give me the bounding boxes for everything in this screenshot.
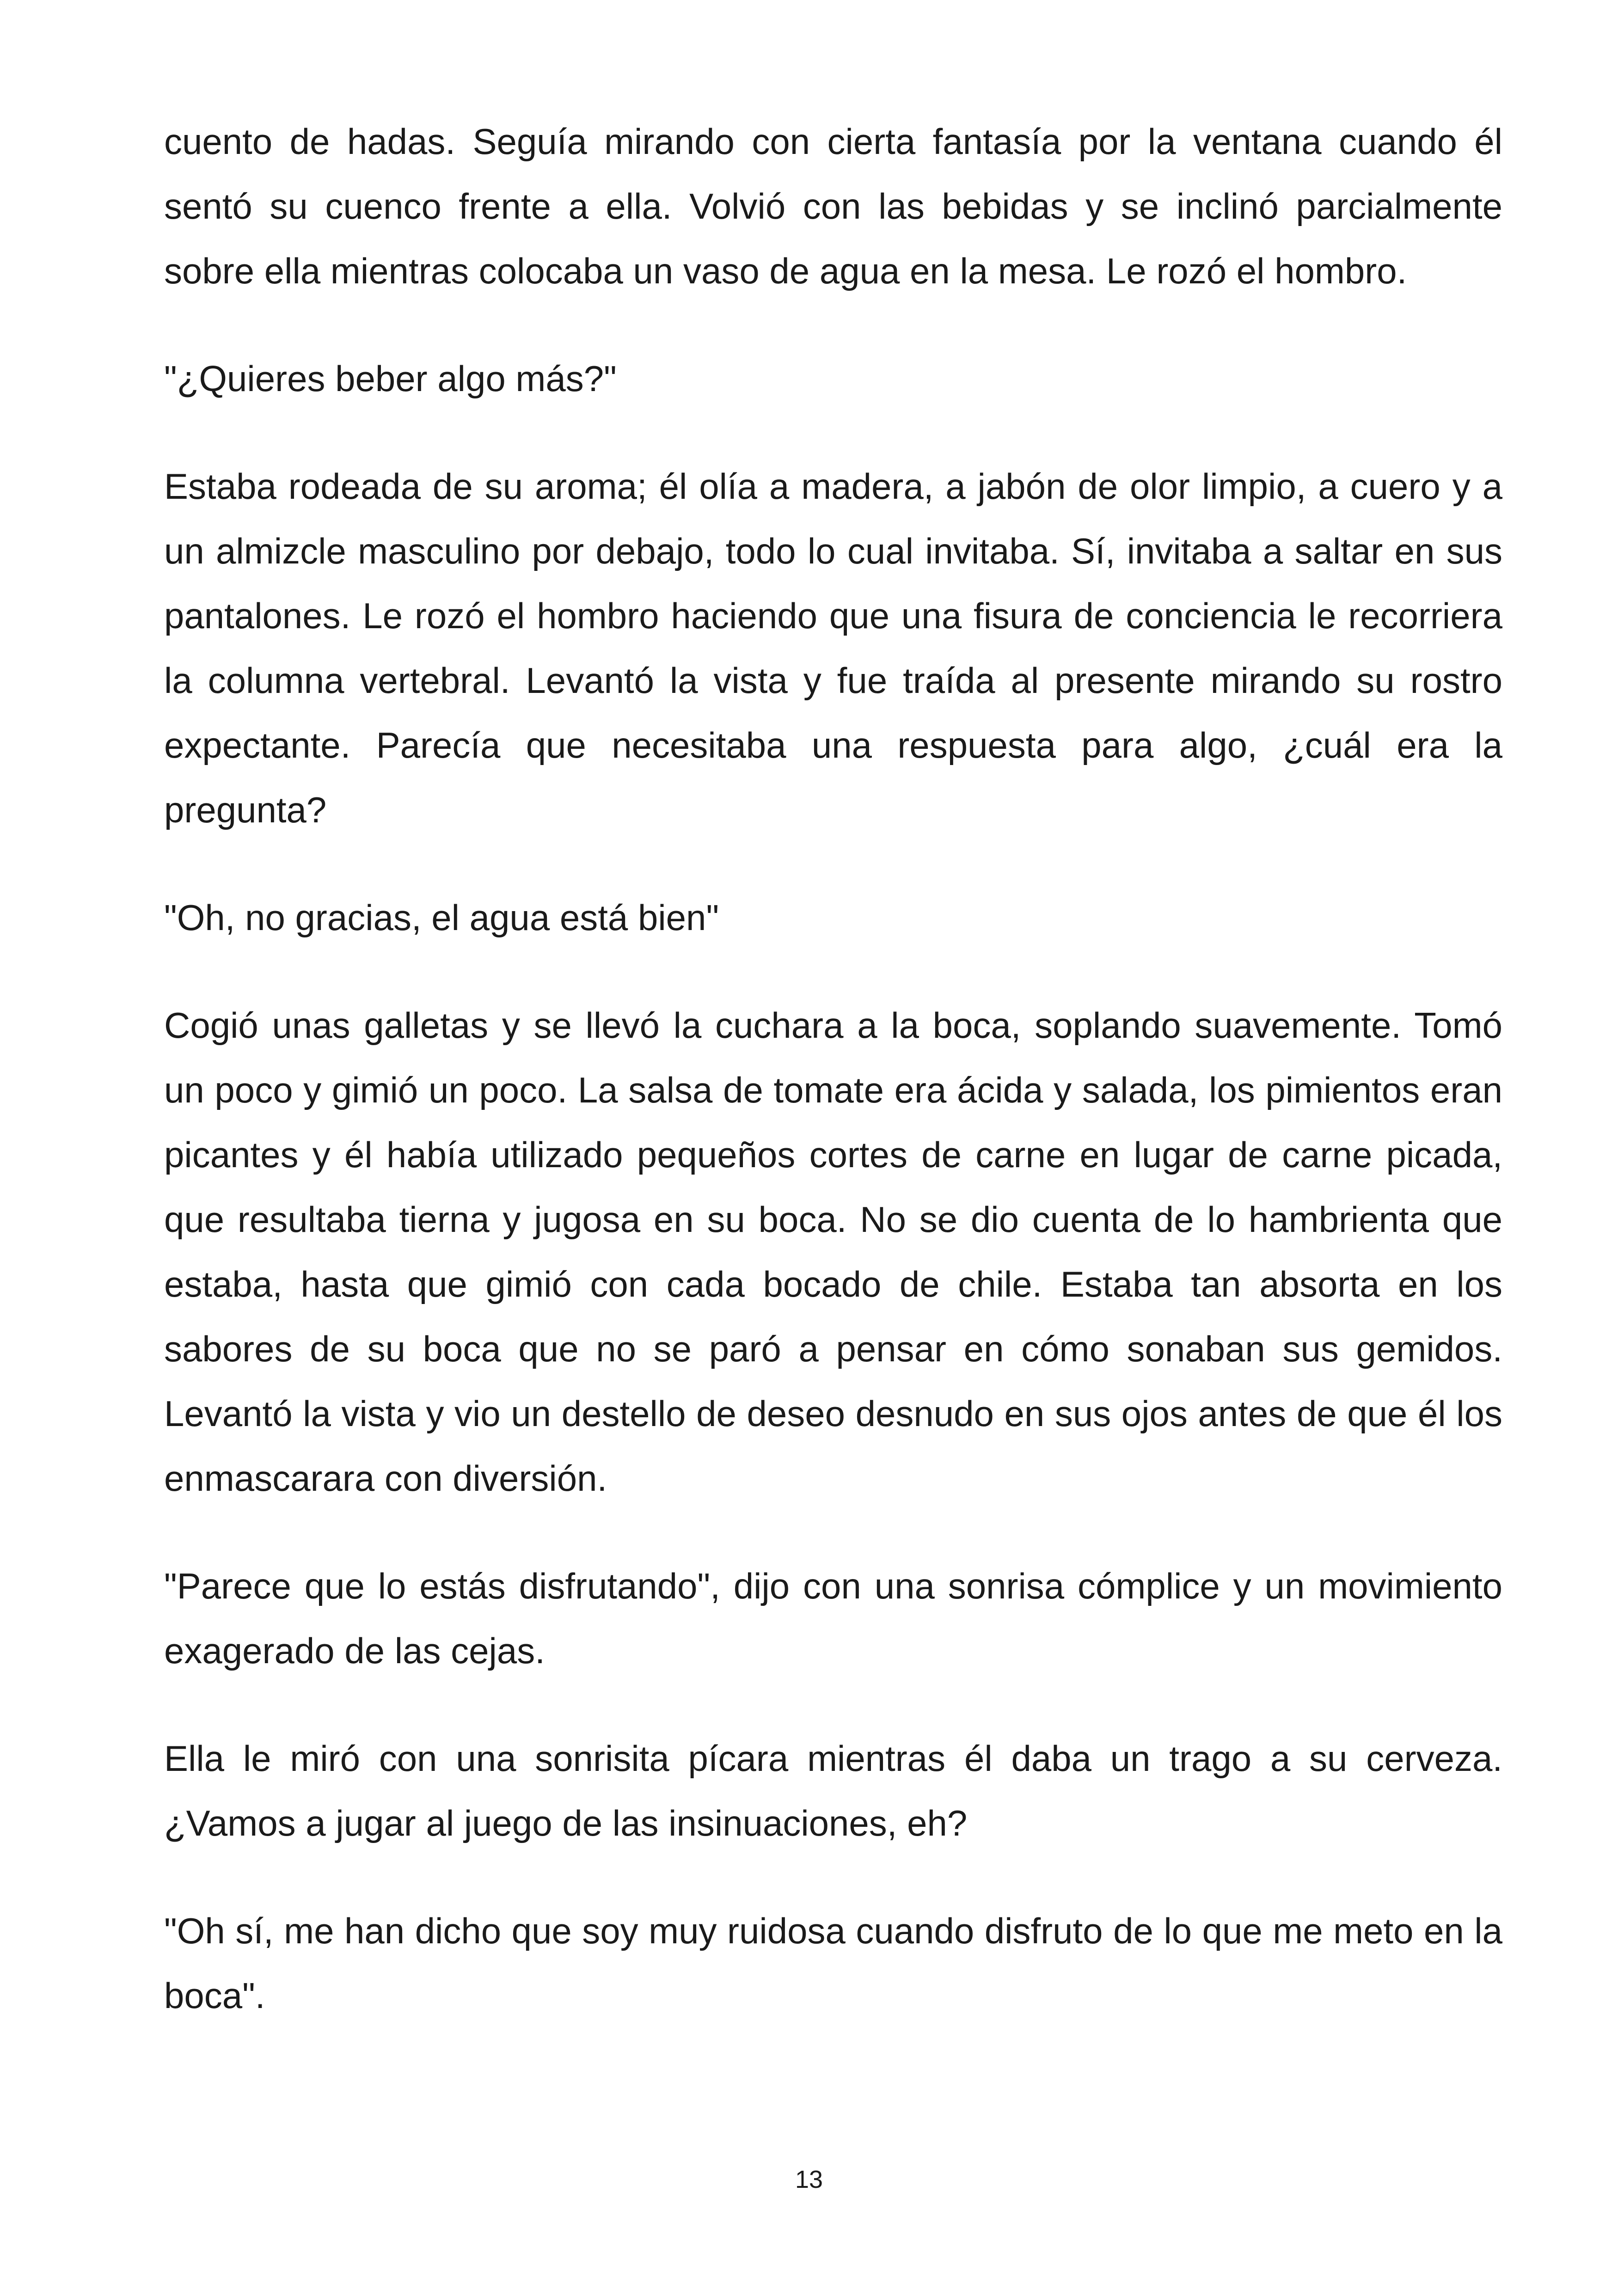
paragraph: cuento de hadas. Seguía mirando con cierta fantasía por la ventana cuando él sentó su cuenco frente a ella. Volvió con las bebidas y se inclinó parcialmente sobre ella mientras colocaba un vaso de agua en la mesa. Le rozó el hombro.	[164, 121, 1502, 291]
dialogue-paragraph: "Parece que lo estás disfrutando", dijo con una sonrisa cómplice y un movimiento exagerado de las cejas.	[164, 1566, 1502, 1671]
paragraph: Estaba rodeada de su aroma; él olía a madera, a jabón de olor limpio, a cuero y a un almizcle masculino por debajo, todo lo cual invitaba. Sí, invitaba a saltar en sus pantalones. Le rozó el hombro haciendo que una fisura de conciencia le recorriera la columna vertebral. Levantó la vista y fue traída al presente mirando su rostro expectante. Parecía que necesitaba una respuesta para algo, ¿cuál era la pregunta?	[164, 466, 1502, 830]
dialogue-paragraph: "¿Quieres beber algo más?"	[164, 358, 617, 399]
paragraph: Cogió unas galletas y se llevó la cuchara a la boca, soplando suavemente. Tomó un poco y gimió un poco. La salsa de tomate era ácida y salada, los pimientos eran picantes y él había utilizado pequeños cortes de carne en lugar de carne picada, que resultaba tierna y jugosa en su boca. No se dio cuenta de lo hambrienta que estaba, hasta que gimió con cada bocado de chile. Estaba tan absorta en los sabores de su boca que no se paró a pensar en cómo sonaban sus gemidos. Levantó la vista y vio un destello de deseo desnudo en sus ojos antes de que él los enmascarara con diversión.	[164, 1005, 1502, 1499]
dialogue-paragraph: "Oh, no gracias, el agua está bien"	[164, 897, 719, 938]
page-number: 13	[795, 2166, 823, 2193]
body-text	[164, 109, 1502, 2071]
dialogue-paragraph: "Oh sí, me han dicho que soy muy ruidosa cuando disfruto de lo que me meto en la boca".	[164, 1910, 1502, 2016]
paragraph: Ella le miró con una sonrisita pícara mientras él daba un trago a su cerveza. ¿Vamos a jugar al juego de las insinuaciones, eh?	[164, 1738, 1502, 1843]
